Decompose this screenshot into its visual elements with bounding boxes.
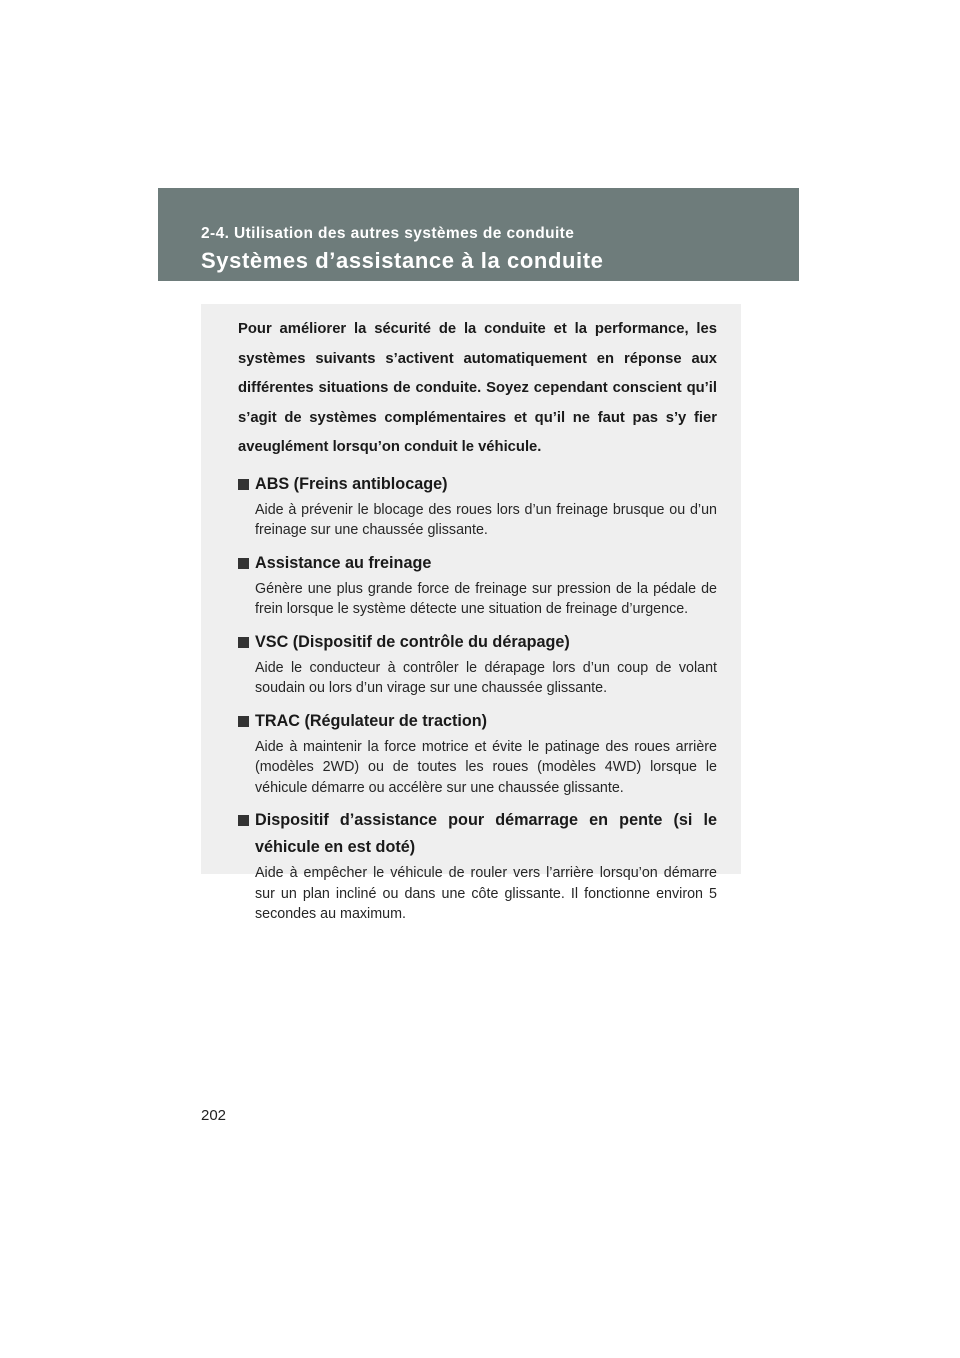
- intro-paragraph: Pour améliorer la sécurité de la conduite et la performance, les systèmes suivants s’activent automatiquement en réponse aux différentes situations de conduite. Soyez cependant conscient qu’il s’agit de systèmes complémentaires et qu’il ne faut pas s’y fier aveuglément lorsqu’on conduit le véhicule.: [238, 321, 717, 455]
- square-bullet-icon: [238, 479, 249, 490]
- section-label: 2-4. Utilisation des autres systèmes de conduite: [201, 225, 575, 242]
- item-heading: [238, 629, 717, 656]
- item-description: Génère une plus grande force de freinage sur pression de la pédale de frein lorsque le système détecte une situation de freinage d’urgence.: [255, 580, 717, 617]
- item-description: Aide à empêcher le véhicule de rouler vers l’arrière lorsqu’on démarre sur un plan incliné ou dans une côte glissante. Il fonctionne environ 5 secondes au maximum.: [255, 865, 717, 922]
- item-description: Aide à maintenir la force motrice et évite le patinage des roues arrière (modèles 2WD) ou de toutes les roues (modèles 4WD) lorsque le véhicule démarre ou accélère sur une chaussée glissante.: [255, 738, 717, 796]
- item-description: Aide à prévenir le blocage des roues lors d’un freinage brusque ou d’un freinage sur une chaussée glissante.: [255, 501, 717, 538]
- item-heading: [238, 550, 717, 577]
- item-title: TRAC (Régulateur de traction): [255, 711, 488, 730]
- item-title: Dispositif d’assistance pour démarrage en pente (si le véhicule en est doté): [255, 811, 717, 856]
- item-heading: [238, 708, 717, 735]
- square-bullet-icon: [238, 558, 249, 569]
- content-box: [201, 304, 741, 922]
- page-title: Systèmes d’assistance à la conduite: [201, 248, 604, 273]
- list-item-vsc: [238, 629, 717, 699]
- item-heading: [238, 471, 717, 498]
- item-heading: [238, 807, 717, 861]
- list-item-hill-start-assist: [238, 807, 717, 925]
- square-bullet-icon: [238, 815, 249, 826]
- section-header-band: [158, 188, 799, 281]
- item-title: Assistance au freinage: [255, 553, 432, 572]
- square-bullet-icon: [238, 637, 249, 648]
- list-item-trac: [238, 708, 717, 799]
- item-title: VSC (Dispositif de contrôle du dérapage): [255, 632, 570, 651]
- item-description: Aide le conducteur à contrôler le dérapage lors d’un coup de volant soudain ou lors d’un virage sur une chaussée glissante.: [255, 659, 717, 696]
- square-bullet-icon: [238, 716, 249, 727]
- item-title: ABS (Freins antiblocage): [255, 474, 448, 493]
- list-item-brake-assist: [238, 550, 717, 620]
- list-item-abs: [238, 471, 717, 541]
- page-number: 202: [201, 1107, 227, 1124]
